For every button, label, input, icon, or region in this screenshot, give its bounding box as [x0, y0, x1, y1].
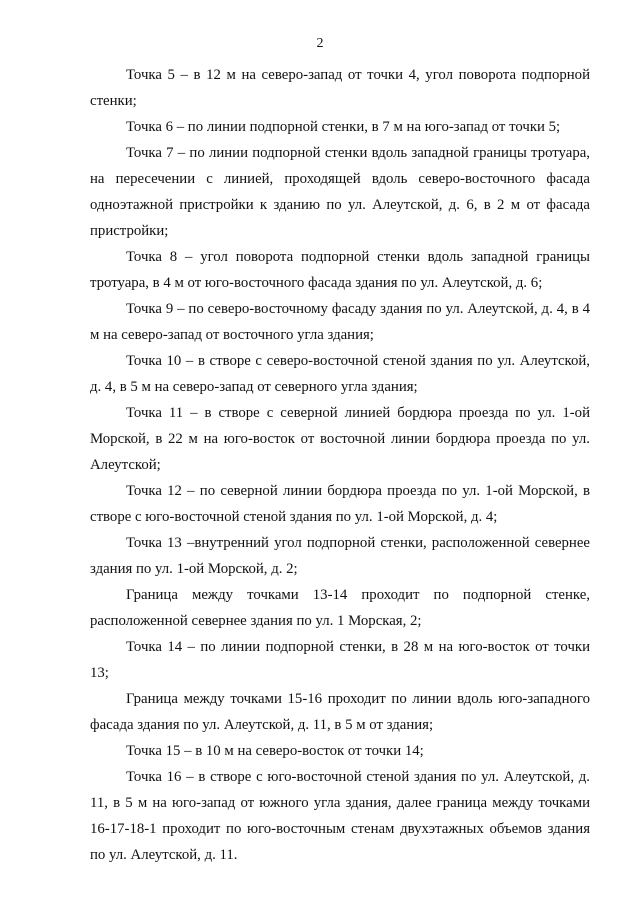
paragraph-point-8: Точка 8 – угол поворота подпорной стенки вдоль западной границы тротуара, в 4 м от юго-восточного фасада здания по ул. Алеутской, д. 6; [90, 249, 590, 291]
paragraph-point-13: Точка 13 –внутренний угол подпорной стенки, расположенной севернее здания по ул. 1-ой Морской, д. 2; [90, 535, 590, 577]
paragraph-point-14: Точка 14 – по линии подпорной стенки, в 28 м на юго-восток от точки 13; [90, 639, 590, 681]
paragraph-point-10: Точка 10 – в створе с северо-восточной стеной здания по ул. Алеутской, д. 4, в 5 м на северо-запад от северного угла здания; [90, 353, 590, 395]
paragraph-point-9: Точка 9 – по северо-восточному фасаду здания по ул. Алеутской, д. 4, в 4 м на северо-запад от восточного угла здания; [90, 301, 590, 343]
paragraph-point-12: Точка 12 – по северной линии бордюра проезда по ул. 1-ой Морской, в створе с юго-восточной стеной здания по ул. 1-ой Морской, д. 4; [90, 483, 590, 525]
paragraph-boundary-13-14: Граница между точками 13-14 проходит по подпорной стенке, расположенной севернее здания по ул. 1 Морская, 2; [90, 587, 590, 629]
paragraph-point-7: Точка 7 – по линии подпорной стенки вдоль западной границы тротуара, на пересечении с линией, проходящей вдоль северо-восточного фасада одноэтажной пристройки к зданию по ул. Алеутской, д. 6, в 2 м от фасада пристройки; [90, 145, 590, 239]
paragraph-point-16: Точка 16 – в створе с юго-восточной стеной здания по ул. Алеутской, д. 11, в 5 м на юго-запад от южного угла здания, далее граница между точками 16-17-18-1 проходит по юго-восточным стенам двухэтажных объемов здания по ул. Алеутской, д. 11. [90, 769, 590, 863]
document-body [90, 62, 590, 868]
paragraph-point-15: Точка 15 – в 10 м на северо-восток от точки 14; [126, 743, 424, 759]
paragraph-point-11: Точка 11 – в створе с северной линией бордюра проезда по ул. 1-ой Морской, в 22 м на юго-восток от восточной линии бордюра проезда по ул. Алеутской; [90, 405, 590, 473]
paragraph-point-5: Точка 5 – в 12 м на северо-запад от точки 4, угол поворота подпорной стенки; [90, 67, 590, 109]
page-number: 2 [316, 36, 324, 51]
paragraph-point-6: Точка 6 – по линии подпорной стенки, в 7 м на юго-запад от точки 5; [126, 119, 561, 135]
paragraph-boundary-15-16: Граница между точками 15-16 проходит по линии вдоль юго-западного фасада здания по ул. Алеутской, д. 11, в 5 м от здания; [90, 691, 590, 733]
